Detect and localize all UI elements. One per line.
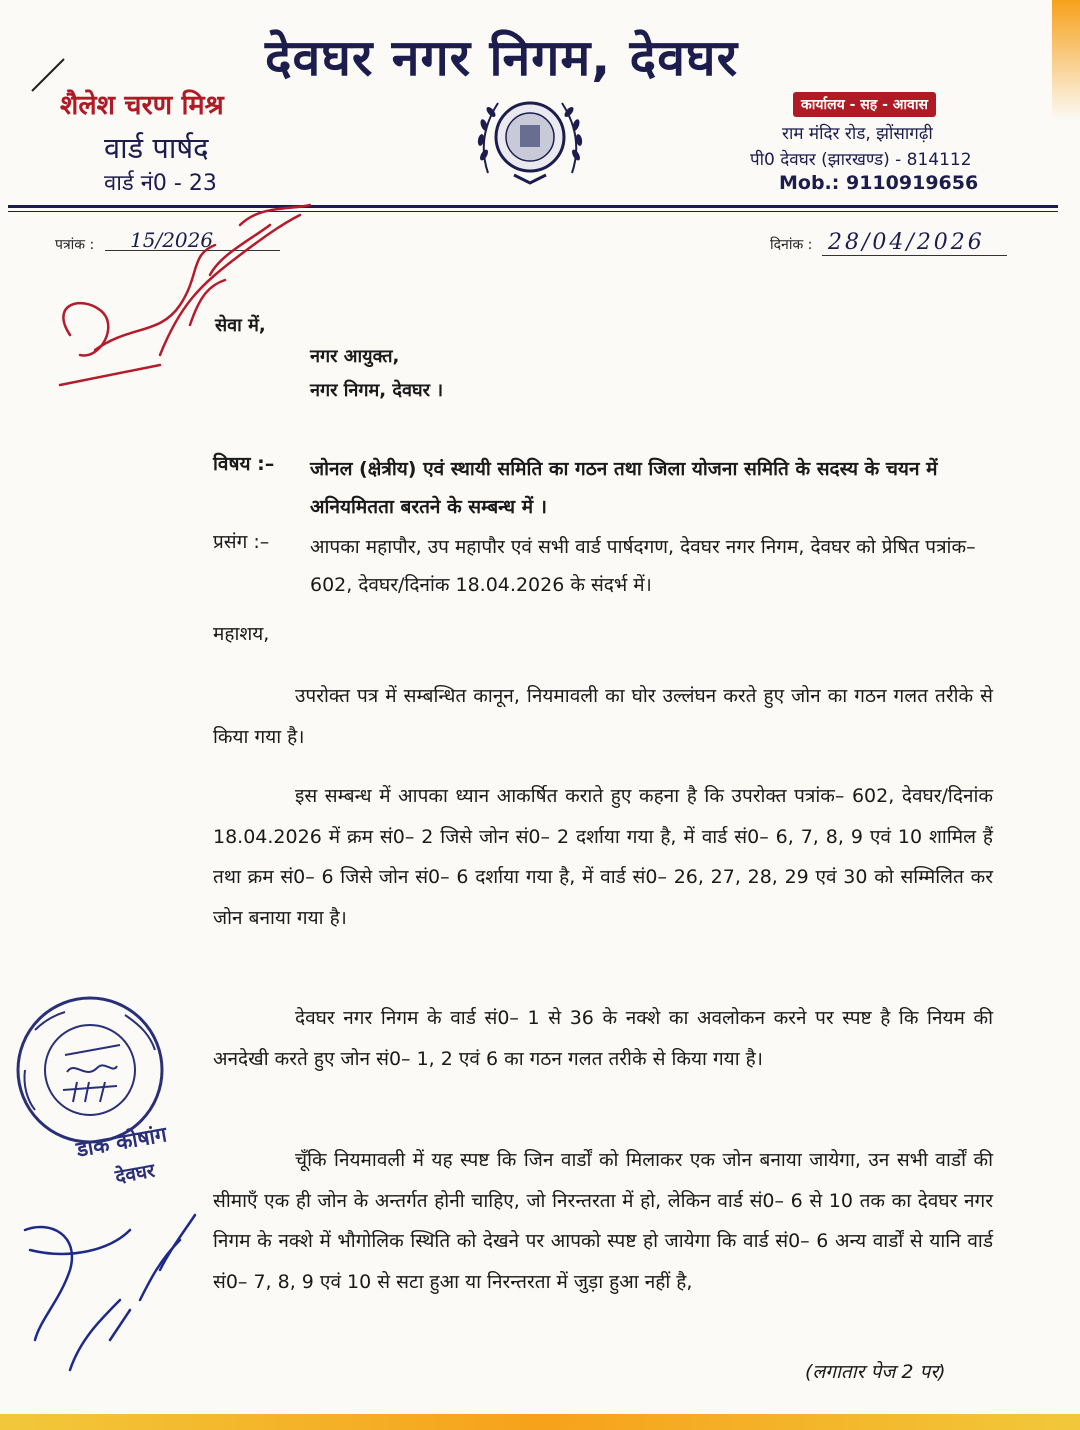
body-paragraph: इस सम्बन्ध में आपका ध्यान आकर्षित कराते हुए कहना है कि उपरोक्त पत्रांक– 602, देवघर/दिनांक 18.04.2026 में क्रम सं0– 2 जिसे जोन सं0– 2 दर्शाया गया है, में वार्ड सं0– 6, 7, 8, 9 एवं 10 शामिल हैं तथा क्रम सं0– 6 जिसे जोन सं0– 6 दर्शाया गया है, में वार्ड सं0– 26, 27, 28, 29 एवं 30 को सम्मिलित कर जोन बनाया गया है।	[213, 785, 993, 929]
body-paragraph: चूँकि नियमावली में यह स्पष्ट कि जिन वार्डों को मिलाकर एक जोन बनाया जायेगा, उन सभी वार्डों की सीमाएँ एक ही जोन के अन्तर्गत होनी चाहिए, जो निरन्तरता में हो, लेकिन वार्ड सं0– 6 से 10 तक का देवघर नगर निगम के नक्शे में भौगोलिक स्थिति को देखने पर आपको स्पष्ट हो जायेगा कि वार्ड सं0– 6 अन्य वार्डों से यानि वार्ड सं0– 7, 8, 9 एवं 10 से सटा हुआ या निरन्तरता में जुड़ा हुआ नहीं है,	[213, 1149, 993, 1293]
office-badge: कार्यालय - सह - आवास	[793, 92, 936, 117]
address-line-2: पी0 देवघर (झारखण्ड) - 814112	[750, 150, 972, 170]
sender-ward: वार्ड नं0 - 23	[104, 171, 217, 196]
sender-role: वार्ड पार्षद	[104, 131, 209, 165]
letterhead-title: देवघर नगर निगम, देवघर	[265, 29, 739, 87]
stamp-caption-line-2: देवघर	[113, 1159, 157, 1189]
date-label: दिनांक :	[770, 237, 813, 253]
address-line-1: राम मंदिर रोड, झोंसागढ़ी	[782, 124, 933, 144]
body-paragraph: उपरोक्त पत्र में सम्बन्धित कानून, नियमावली का घोर उल्लंघन करते हुए जोन का गठन गलत तरीके से किया गया है।	[213, 685, 993, 748]
body-paragraph: देवघर नगर निगम के वार्ड सं0– 1 से 36 के नक्शे का अवलोकन करने पर स्पष्ट है कि नियम की अनदेखी करते हुए जोन सं0– 1, 2 एवं 6 का गठन गलत तरीके से किया गया है।	[213, 1007, 993, 1070]
greeting: महाशय,	[213, 623, 270, 645]
date-value: 28/04/2026	[828, 230, 985, 255]
mobile-number: Mob.: 9110919656	[779, 172, 979, 194]
reference-number: 15/2026	[130, 228, 214, 252]
date-underline	[822, 255, 1007, 256]
corner-accent	[1052, 0, 1080, 120]
continued-note: (लगातार पेज 2 पर)	[805, 1361, 946, 1383]
context-label: प्रसंग :–	[213, 531, 270, 553]
context-text: आपका महापौर, उप महापौर एवं सभी वार्ड पार्षदगण, देवघर नगर निगम, देवघर को प्रेषित पत्रांक– 602, देवघर/दिनांक 18.04.2026 के संदर्भ में।	[310, 536, 976, 596]
sender-name: शैलेश चरण मिश्र	[60, 90, 224, 121]
recipient-line-1: नगर आयुक्त,	[310, 346, 400, 367]
stamp-caption-line-1: डाक कोषांग	[74, 1122, 169, 1162]
received-signature-blue	[10, 1190, 210, 1380]
recipient-line-2: नगर निगम, देवघर ।	[310, 380, 444, 401]
subject-text: जोनल (क्षेत्रीय) एवं स्थायी समिति का गठन तथा जिला योजना समिति के सदस्य के चयन में अनियमितता बरतने के सम्बन्ध में ।	[310, 458, 938, 518]
received-signature-red	[40, 185, 340, 405]
subject-label: विषय :–	[213, 453, 275, 475]
salutation-to: सेवा में,	[215, 315, 266, 336]
reference-label: पत्रांक :	[55, 237, 95, 253]
municipal-emblem-icon	[470, 85, 590, 190]
bottom-color-band	[0, 1414, 1080, 1430]
